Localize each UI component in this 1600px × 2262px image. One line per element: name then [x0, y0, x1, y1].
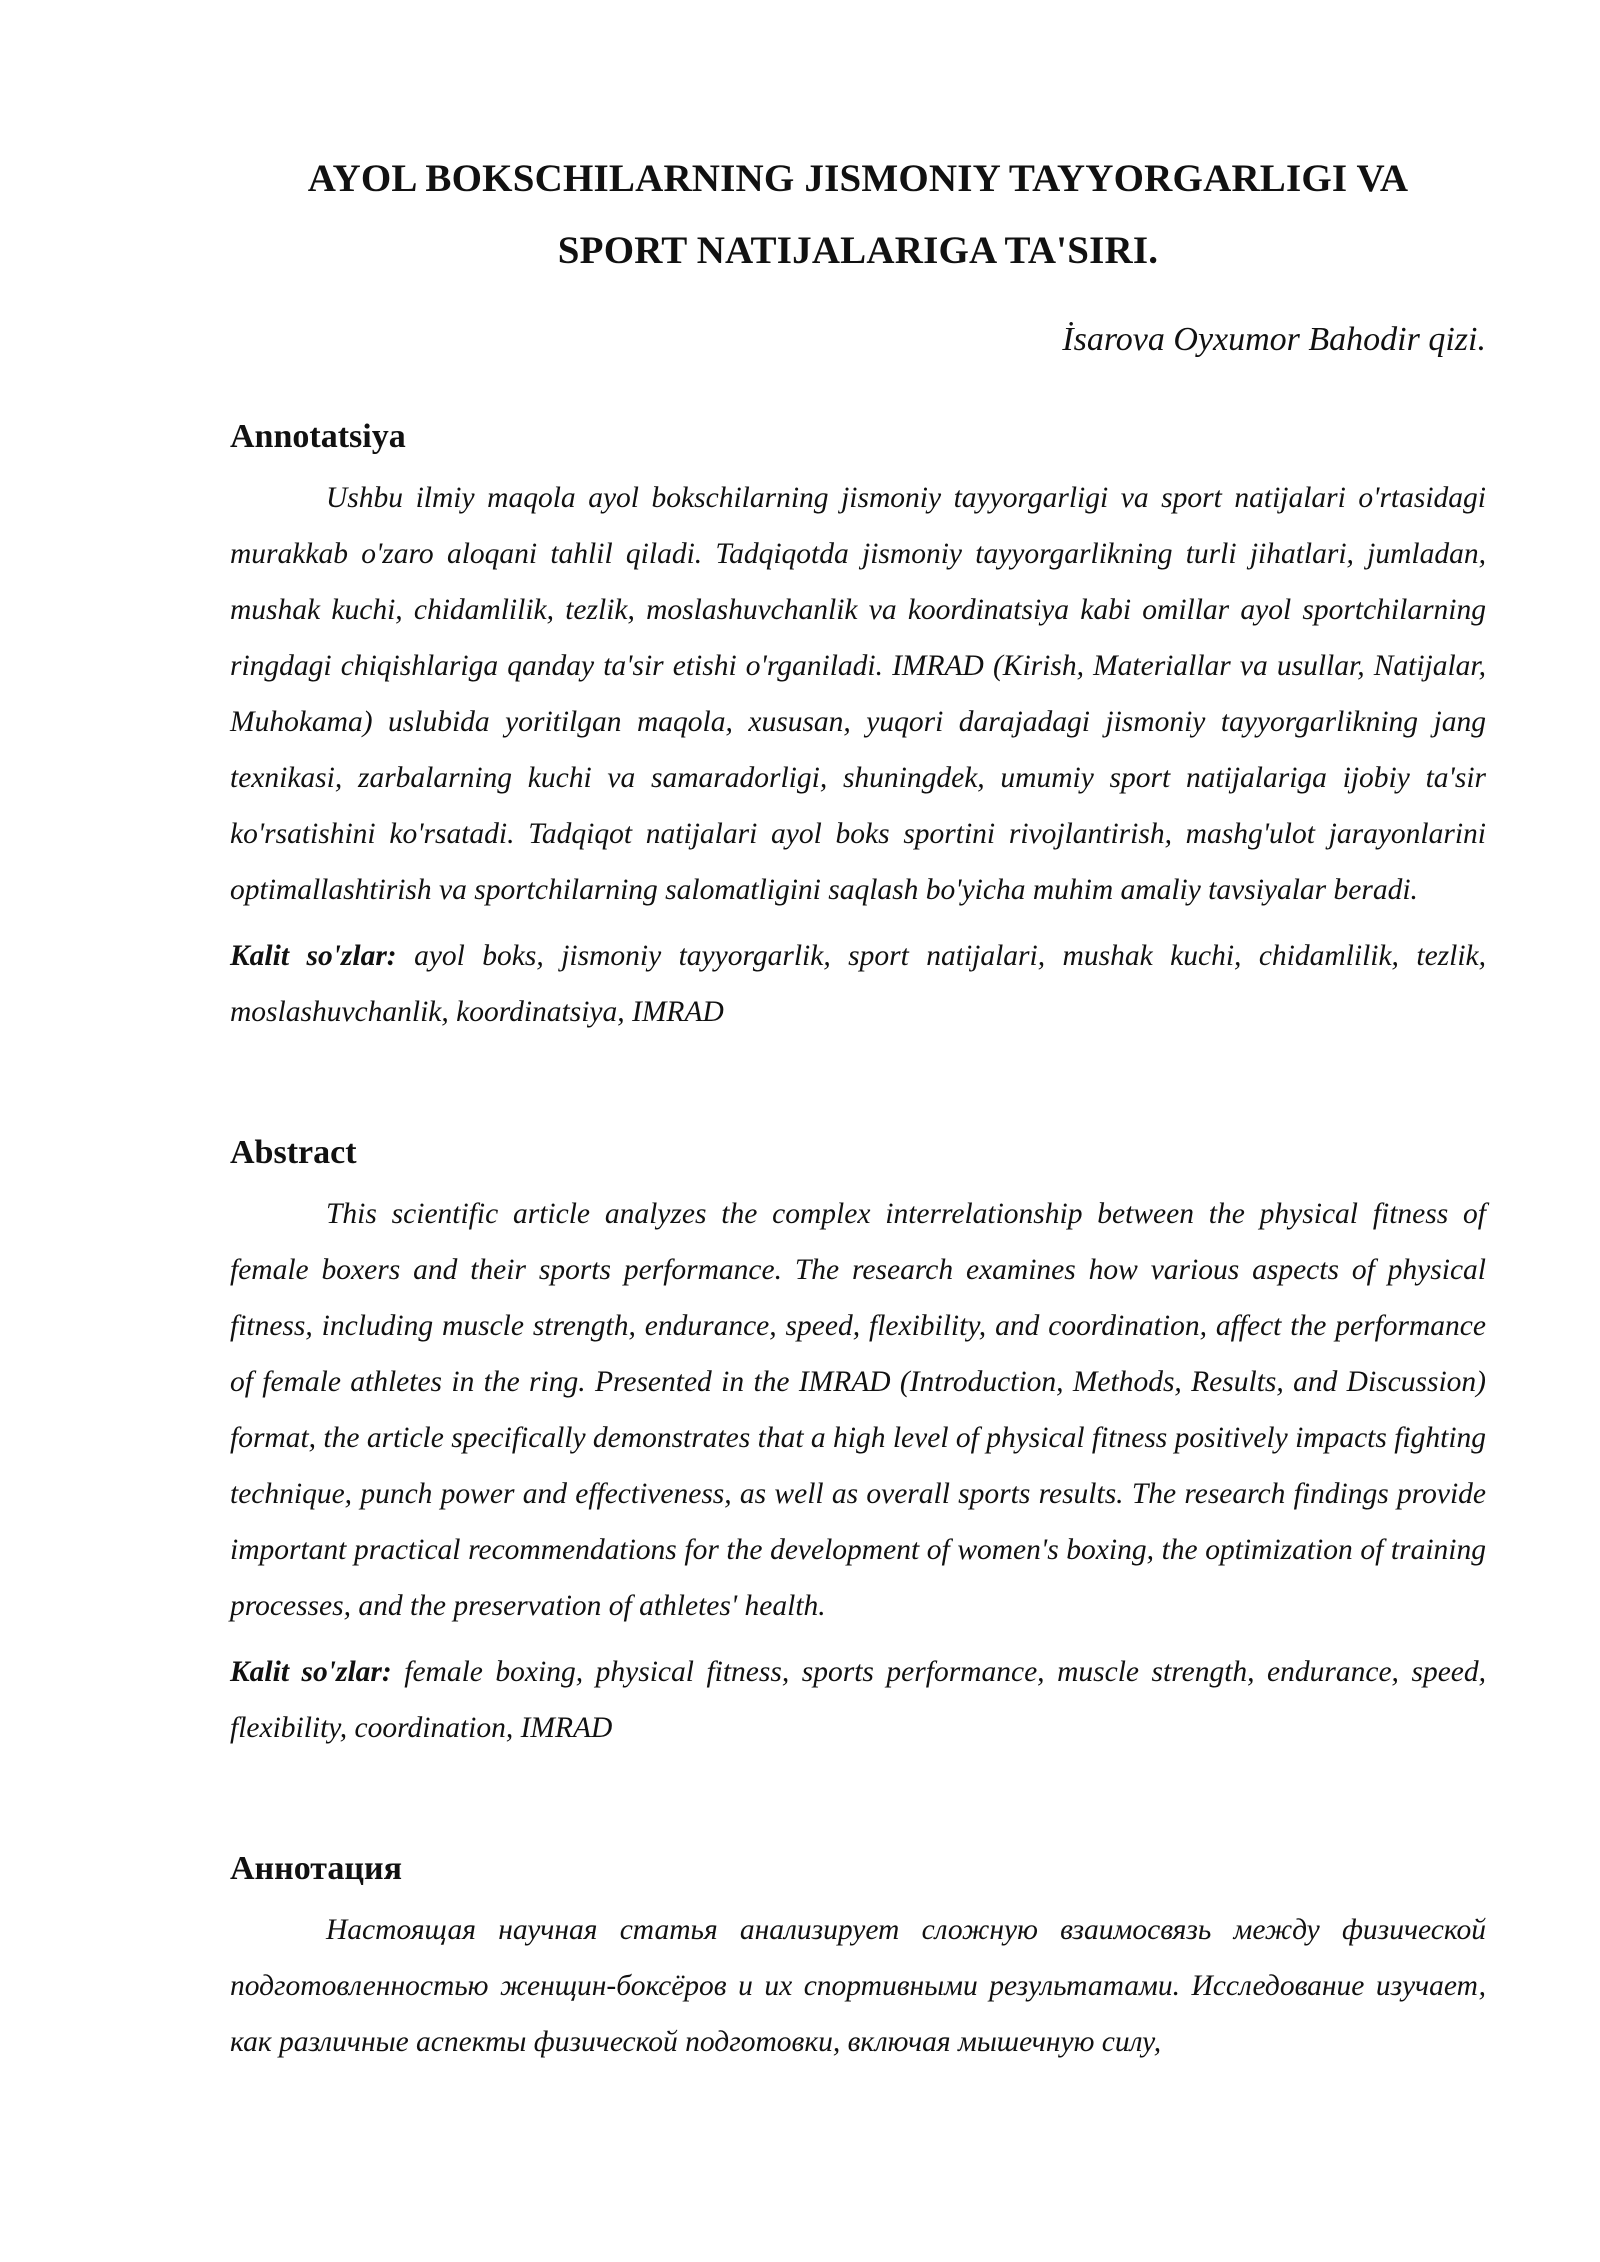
keywords-uzbek: [230, 928, 1486, 1040]
keywords-list: ayol boks, jismoniy tayyorgarlik, sport natijalari, mushak kuchi, chidamlilik, tezlik, moslashuvchanlik, koordinatsiya, IMRAD: [230, 940, 1487, 1028]
keywords-label: Kalit so'zlar:: [230, 940, 397, 972]
keywords-list: female boxing, physical fitness, sports performance, muscle strength, endurance, speed, flexibility, coordination, IMRAD: [230, 1656, 1487, 1744]
author-name: İsarova Oyxumor Bahodir qizi.: [1062, 321, 1486, 358]
abstract-section-russian: [230, 1844, 1486, 2070]
paper-title: [230, 143, 1486, 287]
section-heading-annotatsiya-ru: Аннотация: [230, 1850, 402, 1887]
abstract-body-russian: Настоящая научная статья анализирует сложную взаимосвязь между физической подготовленностью женщин-боксёров и их спортивными результатами. Исследование изучает, как различные аспекты физической подготовки, включая мышечную силу,: [230, 1914, 1486, 2058]
abstract-section-uzbek: [230, 412, 1486, 1040]
section-heading-abstract: Abstract: [230, 1134, 357, 1171]
keywords-label: Kalit so'zlar:: [230, 1656, 392, 1688]
keywords-english: [230, 1644, 1486, 1756]
paper-title-line-1: AYOL BOKSCHILARNING JISMONIY TAYYORGARLIGI VA: [307, 157, 1409, 200]
abstract-body-english: This scientific article analyzes the complex interrelationship between the physical fitness of female boxers and their sports performance. The research examines how various aspects of physical fitness, including muscle strength, endurance, speed, flexibility, and coordination, affect the performance of female athletes in the ring. Presented in the IMRAD (Introduction, Methods, Results, and Discussion) format, the article specifically demonstrates that a high level of physical fitness positively impacts fighting technique, punch power and effectiveness, as well as overall sports results. The research findings provide important practical recommendations for the development of women's boxing, the optimization of training processes, and the preservation of athletes' health.: [230, 1198, 1487, 1622]
abstract-section-english: [230, 1128, 1486, 1756]
section-heading-annotatsiya: Annotatsiya: [230, 418, 406, 455]
abstract-body-uzbek: Ushbu ilmiy maqola ayol bokschilarning jismoniy tayyorgarligi va sport natijalari o'rtasidagi murakkab o'zaro aloqani tahlil qiladi. Tadqiqotda jismoniy tayyorgarlikning turli jihatlari, jumladan, mushak kuchi, chidamlilik, tezlik, moslashuvchanlik va koordinatsiya kabi omillar ayol sportchilarning ringdagi chiqishlariga qanday ta'sir etishi o'rganiladi. IMRAD (Kirish, Materiallar va usullar, Natijalar, Muhokama) uslubida yoritilgan maqola, xususan, yuqori darajadagi jismoniy tayyorgarlikning jang texnikasi, zarbalarning kuchi va samaradorligi, shuningdek, umumiy sport natijalariga ijobiy ta'sir ko'rsatishini ko'rsatadi. Tadqiqot natijalari ayol boks sportini rivojlantirish, mashg'ulot jarayonlarini optimallashtirish va sportchilarning salomatligini saqlash bo'yicha muhim amaliy tavsiyalar beradi.: [230, 482, 1486, 906]
paper-title-line-2: SPORT NATIJALARIGA TA'SIRI.: [557, 229, 1159, 272]
